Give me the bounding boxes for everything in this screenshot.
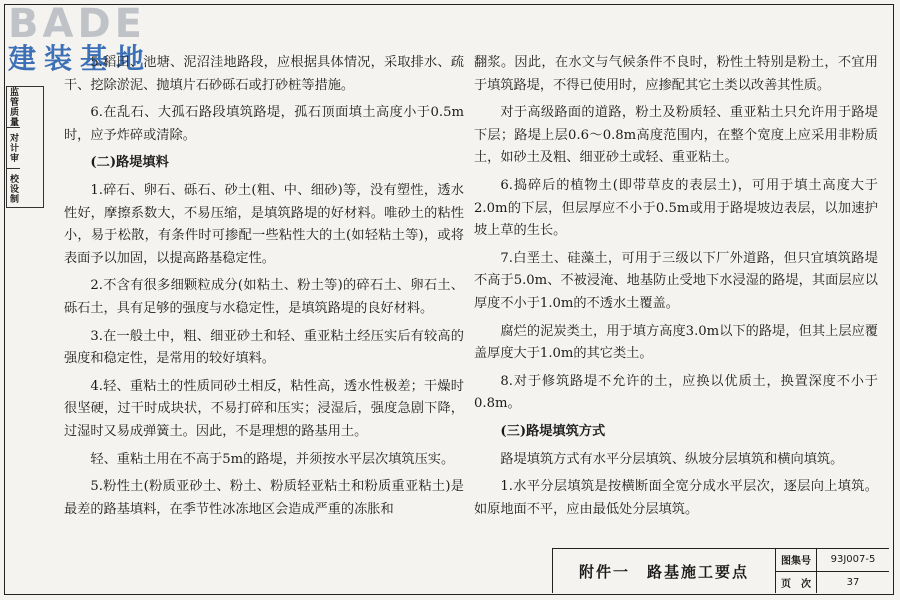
page-number-value: 37 — [846, 576, 860, 588]
atlas-number-row — [776, 549, 889, 572]
paragraph: 6.捣碎后的植物土(即带草皮的表层土)，可用于填土高度大于2.0m的下层，但层厚应不小于0.5m或用于路堤坡边表层，以加速护坡上草的生长。 — [474, 177, 878, 239]
atlas-number-value: 93J007-5 — [830, 554, 876, 566]
paragraph: 腐烂的泥炭类土，用于填方高度3.0m以下的路堤，但其上层应覆盖厚度大于1.0m的其它类土。 — [474, 323, 878, 362]
page-number-row — [776, 572, 889, 594]
drawing-title: 附件一 路基施工要点 — [553, 549, 776, 593]
approval-sidebar — [6, 86, 44, 208]
section-heading: (三)路堤填筑方式 — [500, 423, 606, 439]
paragraph: 8.对于修筑路堤不允许的土，应换以优质土，换置深度不小于0.8m。 — [474, 373, 878, 412]
section-heading: (二)路堤填料 — [90, 155, 169, 171]
paragraph: 路堤填筑方式有水平分层填筑、纵坡分层填筑和横向填筑。 — [500, 451, 844, 467]
paragraph: 5.稻田、池塘、泥沼洼地路段，应根据具体情况，采取排水、疏干、挖除淤泥、抛填片石砂砾石或打砂桩等措施。 — [64, 55, 464, 93]
paragraph: 5.粉性土(粉质亚砂土、粉土、粉质轻亚粘土和粉质重亚粘土)是最差的路基填料，在季节性冰冻地区会造成严重的冻胀和 — [64, 479, 464, 517]
paragraph: 轻、重粘土用在不高于5m的路堤，并须按水平层次填筑压实。 — [90, 451, 455, 467]
sidebar-label: 监管质量 — [8, 87, 18, 127]
paragraph: 2.不含有很多细颗粒成分(如粘土、粉土等)的碎石土、卵石土、砾石土，具有足够的强度与水稳定性，是填筑路堤的良好材料。 — [64, 278, 464, 316]
paragraph: 7.白垩土、硅藻土，可用于三级以下厂外道路，但只宜填筑路堤不高于5.0m、不被浸淹、地基防止受地下水浸湿的路堤，其面层应以厚度不小于1.0m的不透水土覆盖。 — [474, 250, 878, 311]
paragraph: 1.水平分层填筑是按横断面全宽分成水平层次，逐层向上填筑。如原地面不平，应由最低处分层填筑。 — [474, 479, 878, 517]
paragraph: 3.在一般土中，粗、细亚砂土和轻、重亚粘土经压实后有较高的强度和稳定性，是常用的较好填料。 — [64, 328, 464, 367]
sidebar-label: 对计审 — [7, 128, 20, 169]
paragraph: 1.碎石、卵石、砾石、砂土(粗、中、细砂)等，没有塑性，透水性好，摩擦系数大，不易压缩，是填筑路堤的好材料。唯砂土的粘性小，易于松散，有条件时可掺配一些粘性大的土(如轻粘土等)，或将表面予以加固，以提高路基稳定性。 — [64, 182, 464, 266]
page-number-label: 页 次 — [776, 572, 817, 594]
right-text-column — [474, 52, 878, 526]
paragraph: 6.在乱石、大孤石路段填筑路堤，孤石顶面填土高度小于0.5m时，应予炸碎或清除。 — [64, 105, 464, 143]
title-block — [552, 548, 889, 593]
atlas-number-label: 图集号 — [776, 549, 817, 571]
sidebar-label: 校设制 — [8, 174, 18, 204]
left-text-column — [64, 52, 464, 526]
title-block-fields — [776, 549, 889, 593]
paragraph: 对于高级路面的道路，粉土及粉质轻、重亚粘土只允许用于路堤下层；路堤上层0.6～0.8m高度范围内，在整个宽度上应采用非粉质土，如砂土及粗、细亚砂土或轻、重亚粘土。 — [474, 105, 878, 166]
watermark-subtitle: 建装基地 — [8, 42, 153, 75]
paragraph: 翻浆。因此，在水文与气候条件不良时，粉性土特别是粉土，不宜用于填筑路堤，不得已使用时，应掺配其它土类以改善其性质。 — [474, 55, 878, 93]
paragraph: 4.轻、重粘土的性质同砂土相反，粘性高，透水性极差；干燥时很坚硬，过干时成块状，不易打碎和压实；浸湿后，强度急剧下降，过湿时又易成弹簧土。因此，不是理想的路基用土。 — [64, 378, 464, 439]
watermark-brand: BADE — [8, 1, 146, 47]
